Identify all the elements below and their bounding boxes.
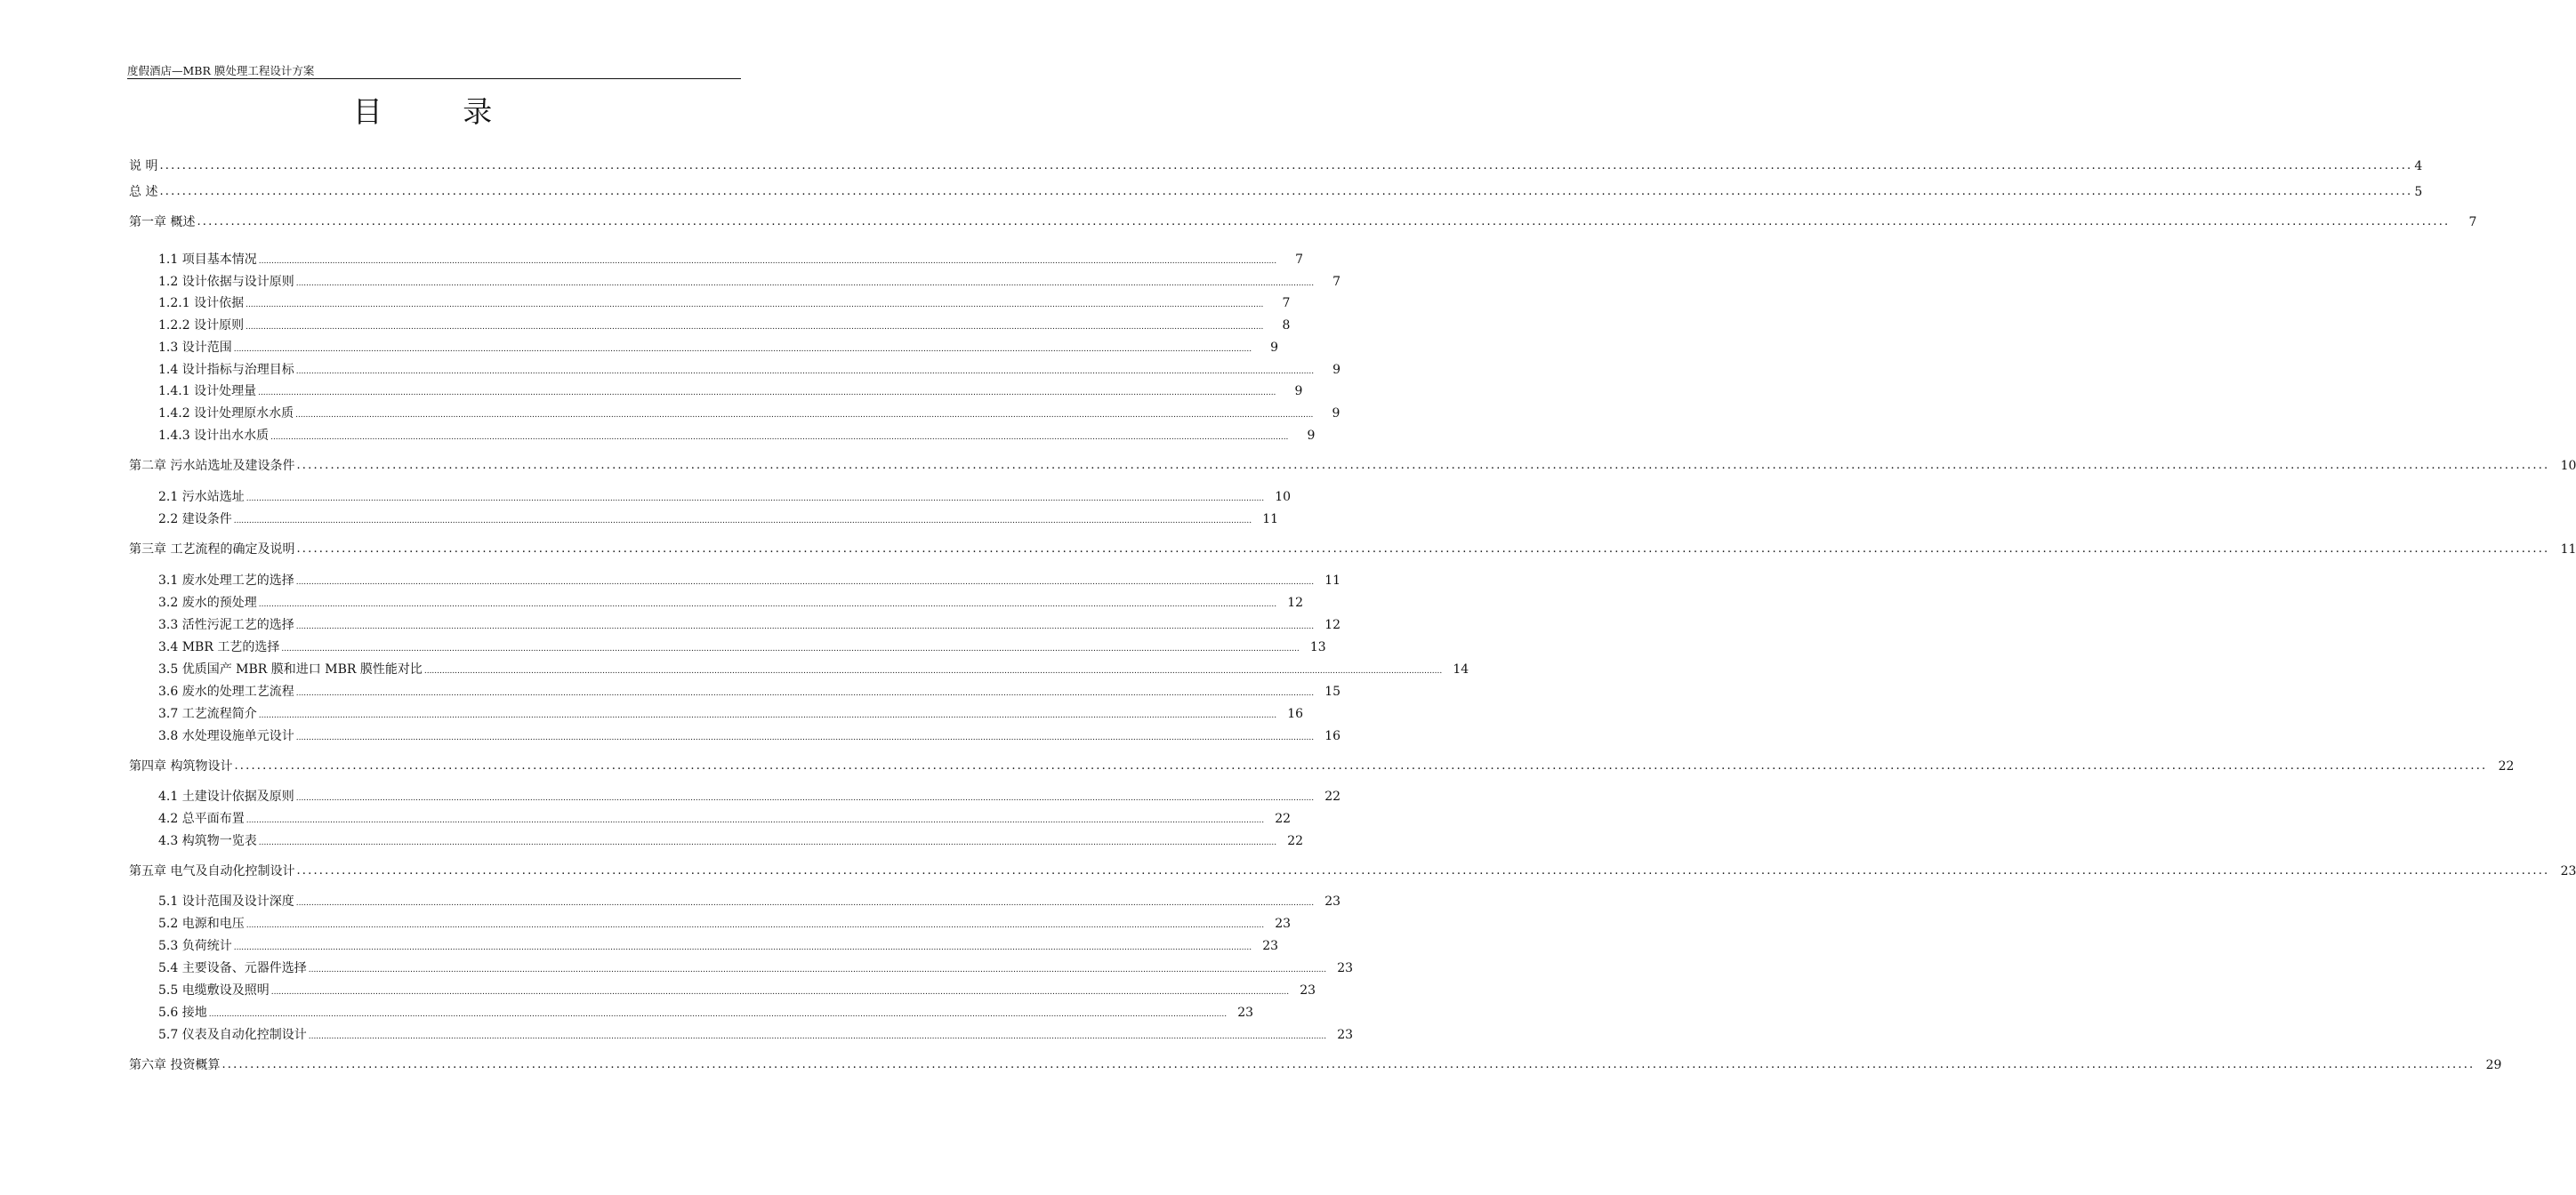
toc-section-row[interactable] — [158, 639, 1326, 655]
toc-page-number: 22 — [1275, 812, 1292, 826]
dot-leader: ................................................................................................................................................................................................................................................................................................................................................................................................................ — [295, 734, 1315, 742]
dot-leader: ................................................................................................................................................................................................................................................................................................................................................................................................................ — [258, 257, 1277, 266]
toc-entry-label: 5.5 电缆敷设及照明 — [158, 983, 270, 998]
dot-leader: ................................................................................................................................................................................................................................................................................................................................................................................................................ — [258, 838, 1277, 847]
toc-section-row[interactable] — [158, 789, 1341, 805]
toc-entry-label: 总 述 — [129, 185, 158, 199]
toc-entry-label: 1.4.2 设计处理原水水质 — [158, 406, 294, 421]
toc-section-row[interactable] — [158, 362, 1341, 378]
toc-page-number: 9 — [1294, 384, 1303, 398]
toc-section-row[interactable] — [158, 662, 1469, 678]
toc-entry-label: 3.1 废水处理工艺的选择 — [158, 573, 294, 588]
toc-entry-label: 3.2 废水的预处理 — [158, 596, 257, 610]
toc-entry-label: 第六章 投资概算 — [129, 1058, 221, 1072]
toc-page-number: 8 — [1282, 318, 1291, 333]
toc-page-number: 23 — [1337, 961, 1354, 975]
toc-entry-label: 5.6 接地 — [158, 1006, 207, 1020]
dot-leader: ................................................................................................................................................................................................................................................................................................................................................................................................................ — [295, 411, 1314, 420]
toc-section-row[interactable] — [158, 982, 1316, 999]
toc-section-row[interactable] — [158, 489, 1292, 505]
toc-section-row[interactable] — [158, 274, 1341, 290]
dot-leader: ................................................................................................................................................................................................................................................................................................................................................................................................................ — [296, 864, 2550, 878]
dot-leader: ................................................................................................................................................................................................................................................................................................................................................................................................................ — [233, 517, 1252, 525]
dot-leader: ................................................................................................................................................................................................................................................................................................................................................................................................................ — [258, 600, 1277, 609]
toc-section-row[interactable] — [158, 295, 1291, 311]
dot-leader: ................................................................................................................................................................................................................................................................................................................................................................................................................ — [159, 185, 2413, 198]
dot-leader: ................................................................................................................................................................................................................................................................................................................................................................................................................ — [295, 689, 1315, 698]
dot-leader: ................................................................................................................................................................................................................................................................................................................................................................................................................ — [246, 494, 1265, 503]
toc-section-row[interactable] — [158, 573, 1341, 589]
toc-section-row[interactable] — [158, 511, 1279, 527]
toc-entry-label: 3.8 水处理设施单元设计 — [158, 729, 294, 743]
toc-section-row[interactable] — [158, 428, 1316, 444]
toc-entry-label: 1.2 设计依据与设计原则 — [158, 275, 294, 289]
toc-page-number: 7 — [1295, 253, 1304, 267]
dot-leader: ................................................................................................................................................................................................................................................................................................................................................................................................................ — [295, 367, 1315, 376]
toc-entry-label: 5.2 电源和电压 — [158, 917, 245, 931]
toc-entry-label: 1.4.3 设计出水水质 — [158, 429, 270, 443]
toc-section-row[interactable] — [158, 383, 1303, 399]
toc-page-number: 29 — [2485, 1058, 2502, 1072]
toc-section-row[interactable] — [158, 595, 1304, 611]
toc-page-number: 7 — [2468, 215, 2477, 229]
toc-page-number: 9 — [1332, 406, 1340, 421]
toc-page-number: 12 — [1287, 596, 1304, 610]
toc-entry-label: 1.2.1 设计依据 — [158, 296, 245, 310]
toc-entry-label: 2.1 污水站选址 — [158, 490, 245, 504]
toc-page-number: 11 — [2560, 542, 2576, 557]
toc-section-row[interactable] — [158, 617, 1341, 633]
toc-page-number: 14 — [1453, 662, 1469, 677]
toc-entry-label: 1.1 项目基本情况 — [158, 253, 257, 267]
toc-section-row[interactable] — [158, 811, 1292, 827]
toc-page-number: 22 — [1324, 790, 1341, 804]
dot-leader: ................................................................................................................................................................................................................................................................................................................................................................................................................ — [221, 1058, 2475, 1071]
toc-page-number: 10 — [2560, 459, 2576, 473]
dot-leader: ................................................................................................................................................................................................................................................................................................................................................................................................................ — [233, 943, 1252, 952]
toc-page-number: 23 — [1337, 1028, 1354, 1042]
toc-section-row[interactable] — [158, 317, 1291, 333]
toc-entry-label: 4.2 总平面布置 — [158, 812, 245, 826]
toc-page-number: 12 — [1324, 618, 1341, 632]
toc-entry-label: 第五章 电气及自动化控制设计 — [129, 864, 295, 878]
toc-entry-label: 5.4 主要设备、元器件选择 — [158, 961, 307, 975]
toc-chapter-row[interactable] — [129, 541, 2576, 557]
toc-entry-label: 3.7 工艺流程简介 — [158, 707, 257, 721]
toc-page-number: 9 — [1270, 341, 1279, 355]
toc-page-number: 11 — [1262, 512, 1279, 526]
dot-leader: ................................................................................................................................................................................................................................................................................................................................................................................................................ — [246, 816, 1265, 825]
dot-leader: ................................................................................................................................................................................................................................................................................................................................................................................................................ — [258, 389, 1276, 397]
toc-entry-label: 3.6 废水的处理工艺流程 — [158, 685, 294, 699]
toc-page-number: 23 — [1275, 917, 1292, 931]
dot-leader: ................................................................................................................................................................................................................................................................................................................................................................................................................ — [246, 323, 1264, 332]
toc-section-row[interactable] — [158, 706, 1304, 722]
toc-entry-label: 5.7 仪表及自动化控制设计 — [158, 1028, 307, 1042]
toc-entry-label: 4.1 土建设计依据及原则 — [158, 790, 294, 804]
toc-page-number: 16 — [1287, 707, 1304, 721]
toc-page-number: 23 — [1324, 894, 1341, 909]
dot-leader: ................................................................................................................................................................................................................................................................................................................................................................................................................ — [295, 279, 1315, 288]
toc-page-number: 23 — [1237, 1006, 1254, 1020]
toc-entry-label: 第一章 概述 — [129, 215, 196, 229]
toc-chapter-row[interactable] — [129, 863, 2576, 879]
toc-page-number: 23 — [1262, 939, 1279, 953]
toc-section-row[interactable] — [158, 960, 1354, 976]
dot-leader: ................................................................................................................................................................................................................................................................................................................................................................................................................ — [234, 759, 2488, 773]
toc-section-row[interactable] — [158, 684, 1341, 700]
dot-leader: ................................................................................................................................................................................................................................................................................................................................................................................................................ — [281, 645, 1300, 654]
toc-chapter-row[interactable] — [129, 158, 2423, 174]
toc-entry-label: 3.3 活性污泥工艺的选择 — [158, 618, 294, 632]
toc-entry-label: 1.4.1 设计处理量 — [158, 384, 257, 398]
toc-page-number: 22 — [2498, 759, 2515, 774]
dot-leader: ................................................................................................................................................................................................................................................................................................................................................................................................................ — [258, 711, 1277, 720]
toc-entry-label: 3.5 优质国产 MBR 膜和进口 MBR 膜性能对比 — [158, 662, 423, 677]
toc-entry-label: 1.2.2 设计原则 — [158, 318, 245, 333]
toc-page-number: 4 — [2414, 159, 2423, 173]
toc-page-number: 11 — [1324, 573, 1341, 588]
toc-section-row[interactable] — [158, 252, 1304, 268]
dot-leader: ................................................................................................................................................................................................................................................................................................................................................................................................................ — [295, 578, 1315, 587]
dot-leader: ................................................................................................................................................................................................................................................................................................................................................................................................................ — [208, 1010, 1228, 1019]
toc-page-number: 15 — [1324, 685, 1341, 699]
dot-leader: ................................................................................................................................................................................................................................................................................................................................................................................................................ — [233, 345, 1252, 354]
toc-section-row[interactable] — [158, 1005, 1254, 1021]
dot-leader: ................................................................................................................................................................................................................................................................................................................................................................................................................ — [270, 433, 1289, 442]
toc-chapter-row[interactable] — [129, 184, 2423, 200]
toc-page-number: 16 — [1324, 729, 1341, 743]
toc-entry-label: 说 明 — [129, 159, 158, 173]
toc-page-number: 9 — [1307, 429, 1316, 443]
toc-page-number: 7 — [1332, 275, 1341, 289]
toc-chapter-row[interactable] — [129, 214, 2477, 230]
dot-leader: ................................................................................................................................................................................................................................................................................................................................................................................................................ — [197, 215, 2451, 229]
toc-page-number: 7 — [1282, 296, 1291, 310]
toc-section-row[interactable] — [158, 938, 1279, 954]
dot-leader: ................................................................................................................................................................................................................................................................................................................................................................................................................ — [295, 899, 1315, 908]
toc-chapter-row[interactable] — [129, 758, 2515, 774]
toc-page-number: 9 — [1332, 363, 1341, 377]
toc-chapter-row[interactable] — [129, 458, 2576, 474]
toc-entry-label: 2.2 建设条件 — [158, 512, 232, 526]
toc-entry-label: 第四章 构筑物设计 — [129, 759, 233, 774]
toc-entry-label: 4.3 构筑物一览表 — [158, 834, 257, 848]
toc-section-row[interactable] — [158, 833, 1304, 849]
toc-section-row[interactable] — [158, 1027, 1354, 1043]
toc-entry-label: 1.3 设计范围 — [158, 341, 232, 355]
dot-leader: ................................................................................................................................................................................................................................................................................................................................................................................................................ — [308, 1032, 1327, 1041]
toc-chapter-row[interactable] — [129, 1057, 2502, 1073]
toc-section-row[interactable] — [158, 728, 1341, 744]
dot-leader: ................................................................................................................................................................................................................................................................................................................................................................................................................ — [246, 301, 1264, 309]
toc-entry-label: 第二章 污水站选址及建设条件 — [129, 459, 295, 473]
toc-section-row[interactable] — [158, 405, 1340, 421]
toc-entry-label: 1.4 设计指标与治理目标 — [158, 363, 294, 377]
toc-page-number: 22 — [1287, 834, 1304, 848]
toc-entry-label: 5.3 负荷统计 — [158, 939, 232, 953]
dot-leader: ................................................................................................................................................................................................................................................................................................................................................................................................................ — [423, 667, 1443, 676]
dot-leader: ................................................................................................................................................................................................................................................................................................................................................................................................................ — [295, 794, 1315, 803]
toc-page-number: 13 — [1309, 640, 1326, 654]
dot-leader: ................................................................................................................................................................................................................................................................................................................................................................................................................ — [246, 921, 1265, 930]
toc-entry-label: 5.1 设计范围及设计深度 — [158, 894, 294, 909]
toc-page-number: 23 — [1300, 983, 1316, 998]
dot-leader: ................................................................................................................................................................................................................................................................................................................................................................................................................ — [296, 542, 2550, 556]
toc-page-number: 5 — [2414, 185, 2423, 199]
dot-leader: ................................................................................................................................................................................................................................................................................................................................................................................................................ — [159, 159, 2413, 172]
dot-leader: ................................................................................................................................................................................................................................................................................................................................................................................................................ — [296, 459, 2550, 472]
dot-leader: ................................................................................................................................................................................................................................................................................................................................................................................................................ — [270, 988, 1290, 997]
toc-entry-label: 第三章 工艺流程的确定及说明 — [129, 542, 295, 557]
toc-title: 目 录 — [352, 94, 528, 129]
toc-page-number: 10 — [1275, 490, 1292, 504]
toc-page-number: 23 — [2560, 864, 2576, 878]
dot-leader: ................................................................................................................................................................................................................................................................................................................................................................................................................ — [295, 622, 1315, 631]
toc-entry-label: 3.4 MBR 工艺的选择 — [158, 640, 280, 654]
toc-section-row[interactable] — [158, 340, 1279, 356]
toc-section-row[interactable] — [158, 916, 1292, 932]
dot-leader: ................................................................................................................................................................................................................................................................................................................................................................................................................ — [308, 966, 1327, 974]
running-header: 度假酒店—MBR 膜处理工程设计方案 — [127, 64, 741, 79]
toc-section-row[interactable] — [158, 894, 1341, 910]
